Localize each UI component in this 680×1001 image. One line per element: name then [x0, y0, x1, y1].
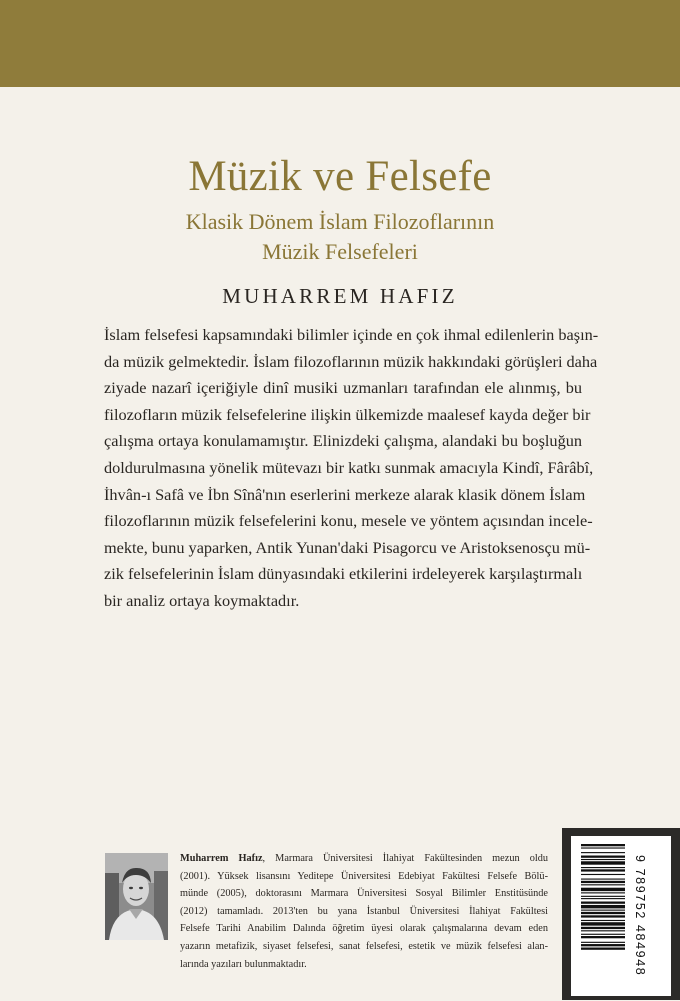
- barcode-bar: [581, 915, 625, 917]
- blurb-line: ziyade nazarî içeriğiyle dinî musiki uzmanları tarafından ele alınmış, bu: [104, 378, 582, 398]
- blurb-line: doldurulmasına yönelik mütevazı bir katkı sunmak amacıyla Kindî, Fârâbî,: [104, 457, 594, 477]
- blurb-line: İhvân-ı Safâ ve İbn Sînâ'nın eserlerini merkeze alarak klasik dönem İslam: [104, 484, 586, 504]
- subtitle-line-2: Müzik Felsefeleri: [262, 239, 418, 264]
- barcode-bar: [581, 881, 625, 883]
- barcode-bar: [581, 934, 625, 935]
- barcode-bar: [581, 874, 625, 875]
- top-color-band: [0, 0, 680, 87]
- barcode-bar: [581, 912, 625, 914]
- book-title: Müzik ve Felsefe: [188, 153, 492, 200]
- blurb-line: çalışma ortaya konulamamıştır. Elinizdeki çalışma, alandaki bu boşluğun: [104, 431, 582, 451]
- barcode-bar: [581, 856, 625, 858]
- barcode-bar: [581, 910, 625, 911]
- blurb-line: da müzik gelmektedir. İslam filozoflarının müzik hakkındaki görüşleri daha: [104, 351, 598, 371]
- barcode-bar: [581, 948, 625, 950]
- barcode-bar: [581, 920, 625, 921]
- bio-line: yazarın metafizik, siyaset felsefesi, sanat felsefesi, estetik ve müzik felsefesi alan-: [180, 940, 548, 952]
- barcode-bar: [581, 852, 625, 853]
- barcode-bar: [581, 888, 625, 891]
- bio-line: Felsefe Tarihi Anabilim Dalında öğretim üyesi olarak çalışmalarına devam eden: [180, 923, 548, 935]
- blurb-line: filozoflarının müzik felsefelerini konu, mesele ve yöntem açısından incele-: [104, 511, 593, 531]
- barcode-bar: [581, 902, 625, 904]
- blurb-line: mekte, bunu yaparken, Antik Yunan'daki Pisagorcu ve Aristoksenosçu mü-: [104, 537, 591, 557]
- blurb-line: filozofların müzik felsefelerine ilişkin ülkemizde maalesef kayda değer bir: [104, 404, 591, 424]
- barcode: [571, 836, 671, 996]
- barcode-bar: [581, 884, 625, 885]
- bio-line: münde (2005), doktorasını Marmara Üniversitesi Sosyal Bilimler Enstitüsünde: [180, 888, 548, 900]
- blurb-line: bir analiz ortaya koymaktadır.: [104, 590, 300, 610]
- barcode-bars: [571, 836, 671, 996]
- author-photo-image: [105, 853, 168, 940]
- blurb-text: [104, 322, 599, 615]
- bio-line-first: [180, 850, 548, 868]
- bio-line: larında yazıları bulunmaktadır.: [180, 958, 307, 970]
- barcode-bar: [581, 896, 625, 897]
- bio-line: (2012) tamamladı. 2013'ten bu yana İstanbul Üniversitesi İlahiyat Fakültesi: [180, 905, 548, 917]
- barcode-bar: [581, 922, 625, 925]
- bio-author-name: Muharrem Hafız: [180, 853, 263, 864]
- barcode-bar: [581, 905, 625, 908]
- barcode-bar: [581, 869, 625, 871]
- bio-line: (2001). Yüksek lisansını Yeditepe Üniversitesi Edebiyat Fakültesi Felsefe Bölü-: [180, 870, 548, 882]
- barcode-bar: [581, 879, 625, 880]
- bio-first-line-text: , Marmara Üniversitesi İlahiyat Fakültesinden mezun oldu: [262, 853, 548, 864]
- barcode-bar: [581, 942, 625, 943]
- barcode-bar: [581, 844, 625, 846]
- barcode-bar: [581, 936, 625, 938]
- author-photo: [105, 853, 168, 940]
- blurb-line: zik felsefelerinin İslam dünyasındaki etkilerini irdeleyerek karşılaştırmalı: [104, 564, 583, 584]
- barcode-bar: [581, 930, 625, 931]
- barcode-bar: [581, 892, 625, 893]
- subtitle-line-1: Klasik Dönem İslam Filozoflarının: [185, 209, 495, 234]
- barcode-bar: [581, 944, 625, 946]
- barcode-bar: [581, 898, 625, 899]
- barcode-digits: 9 789752 484948: [633, 854, 647, 977]
- barcode-bar: [581, 861, 625, 864]
- barcode-bar: [581, 927, 625, 929]
- blurb-line: İslam felsefesi kapsamındaki bilimler içinde en çok ihmal edilenlerin başın-: [104, 325, 599, 344]
- author-bio: [180, 850, 548, 973]
- barcode-bar: [581, 867, 625, 868]
- author-name: MUHARREM HAFIZ: [222, 284, 458, 308]
- book-subtitle: [0, 207, 680, 267]
- barcode-bar: [581, 847, 625, 848]
- barcode-bar: [581, 859, 625, 860]
